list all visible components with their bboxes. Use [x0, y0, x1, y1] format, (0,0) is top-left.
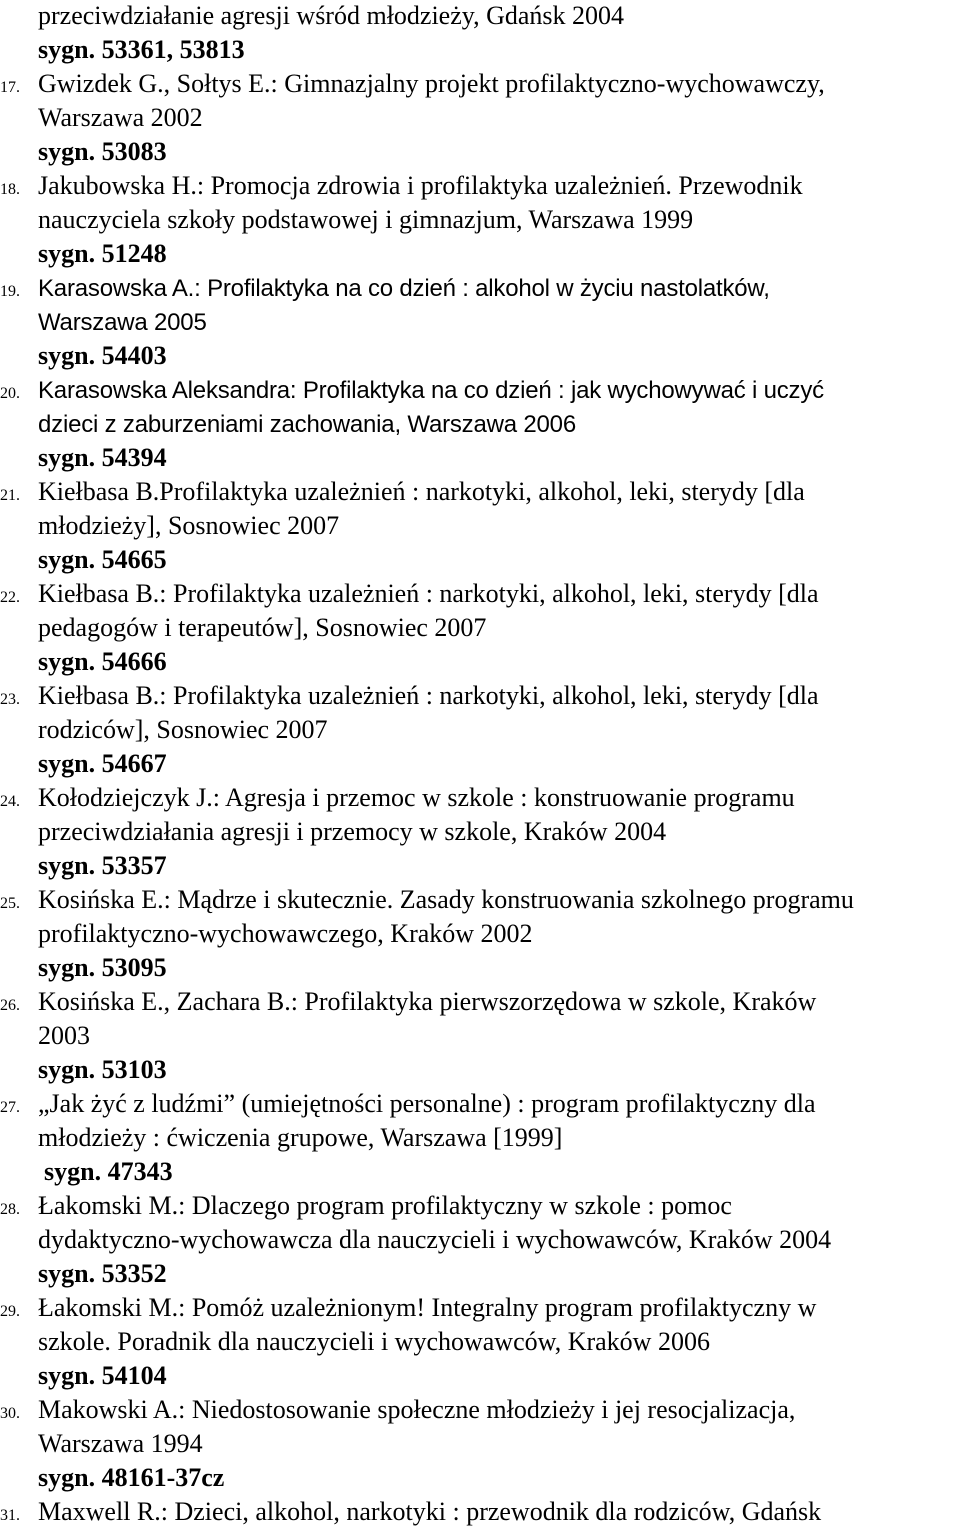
entry-line: 26. Kosińska E., Zachara B.: Profilaktyka pierwszorzędowa w szkole, Kraków [0, 985, 960, 1019]
shelf-mark: sygn. 54667 [38, 749, 167, 778]
entry-number: 19. [0, 283, 20, 300]
entry-number: 23. [0, 691, 20, 708]
entry-number: 20. [0, 385, 20, 402]
entry-line: pedagogów i terapeutów], Sosnowiec 2007 [38, 613, 487, 642]
shelf-mark: sygn. 54394 [38, 443, 167, 472]
entry-line: 20. Karasowska Aleksandra: Profilaktyka na co dzień : jak wychowywać i uczyć [0, 373, 960, 407]
entry-line: 17. Gwizdek G., Sołtys E.: Gimnazjalny projekt profilaktyczno-wychowawczy, [0, 67, 960, 101]
entry-line: 21. Kiełbasa B.Profilaktyka uzależnień : narkotyki, alkohol, leki, sterydy [dla [0, 475, 960, 509]
shelf-mark: sygn. 54665 [38, 545, 167, 574]
entry-number: 31. [0, 1507, 20, 1524]
entry-number: 24. [0, 793, 20, 810]
entry-line: rodziców], Sosnowiec 2007 [38, 715, 328, 744]
entry-number: 28. [0, 1201, 20, 1218]
entry-line: przeciwdziałanie agresji wśród młodzieży, Gdańsk 2004 [38, 1, 625, 30]
entry-line: 25. Kosińska E.: Mądrze i skutecznie. Zasady konstruowania szkolnego programu [0, 883, 960, 917]
entry-number: 30. [0, 1405, 20, 1422]
entry-line: 19. Karasowska A.: Profilaktyka na co dzień : alkohol w życiu nastolatków, [0, 271, 960, 305]
entry-line: 29. Łakomski M.: Pomóż uzależnionym! Integralny program profilaktyczny w [0, 1291, 960, 1325]
entry-number: 29. [0, 1303, 20, 1320]
entry-line: 22. Kiełbasa B.: Profilaktyka uzależnień : narkotyki, alkohol, leki, sterydy [dla [0, 577, 960, 611]
shelf-mark: sygn. 53357 [38, 851, 167, 880]
shelf-mark: sygn. 53095 [38, 953, 167, 982]
entry-line: 28. Łakomski M.: Dlaczego program profilaktyczny w szkole : pomoc [0, 1189, 960, 1223]
shelf-mark: sygn. 51248 [38, 239, 167, 268]
entry-line: 2003 [38, 1021, 90, 1050]
shelf-mark: sygn. 54666 [38, 647, 167, 676]
entry-number: 27. [0, 1099, 20, 1116]
entry-line: Warszawa 1994 [38, 1429, 203, 1458]
entry-line: 31. Maxwell R.: Dzieci, alkohol, narkotyki : przewodnik dla rodziców, Gdańsk [0, 1495, 960, 1529]
entry-line: szkole. Poradnik dla nauczycieli i wychowawców, Kraków 2006 [38, 1327, 710, 1356]
entry-line: dzieci z zaburzeniami zachowania, Warszawa 2006 [38, 411, 576, 438]
entry-line: Warszawa 2005 [38, 309, 207, 336]
entry-line: młodzieży], Sosnowiec 2007 [38, 511, 340, 540]
entry-number: 22. [0, 589, 20, 606]
shelf-mark: sygn. 53083 [38, 137, 167, 166]
shelf-mark: sygn. 48161-37cz [38, 1463, 225, 1492]
shelf-mark: sygn. 47343 [44, 1157, 173, 1186]
entry-line: młodzieży : ćwiczenia grupowe, Warszawa [1999] [38, 1123, 563, 1152]
entry-line: 30. Makowski A.: Niedostosowanie społeczne młodzieży i jej resocjalizacja, [0, 1393, 960, 1427]
shelf-mark: sygn. 54403 [38, 341, 167, 370]
shelf-mark: sygn. 54104 [38, 1361, 167, 1390]
entry-line: Warszawa 2002 [38, 103, 203, 132]
shelf-mark: sygn. 53352 [38, 1259, 167, 1288]
entry-number: 25. [0, 895, 20, 912]
shelf-mark: sygn. 53361, 53813 [38, 35, 245, 64]
entry-line: profilaktyczno-wychowawczego, Kraków 2002 [38, 919, 533, 948]
entry-line: 27. „Jak żyć z ludźmi” (umiejętności personalne) : program profilaktyczny dla [0, 1087, 960, 1121]
entry-line: nauczyciela szkoły podstawowej i gimnazjum, Warszawa 1999 [38, 205, 694, 234]
entry-number: 17. [0, 79, 20, 96]
entry-line: dydaktyczno-wychowawcza dla nauczycieli i wychowawców, Kraków 2004 [38, 1225, 832, 1254]
entry-number: 21. [0, 487, 20, 504]
entry-number: 26. [0, 997, 20, 1014]
entry-line: przeciwdziałania agresji i przemocy w szkole, Kraków 2004 [38, 817, 667, 846]
entry-line: 18. Jakubowska H.: Promocja zdrowia i profilaktyka uzależnień. Przewodnik [0, 169, 960, 203]
entry-number: 18. [0, 181, 20, 198]
entry-line: 23. Kiełbasa B.: Profilaktyka uzależnień : narkotyki, alkohol, leki, sterydy [dla [0, 679, 960, 713]
entry-line: 24. Kołodziejczyk J.: Agresja i przemoc w szkole : konstruowanie programu [0, 781, 960, 815]
shelf-mark: sygn. 53103 [38, 1055, 167, 1084]
